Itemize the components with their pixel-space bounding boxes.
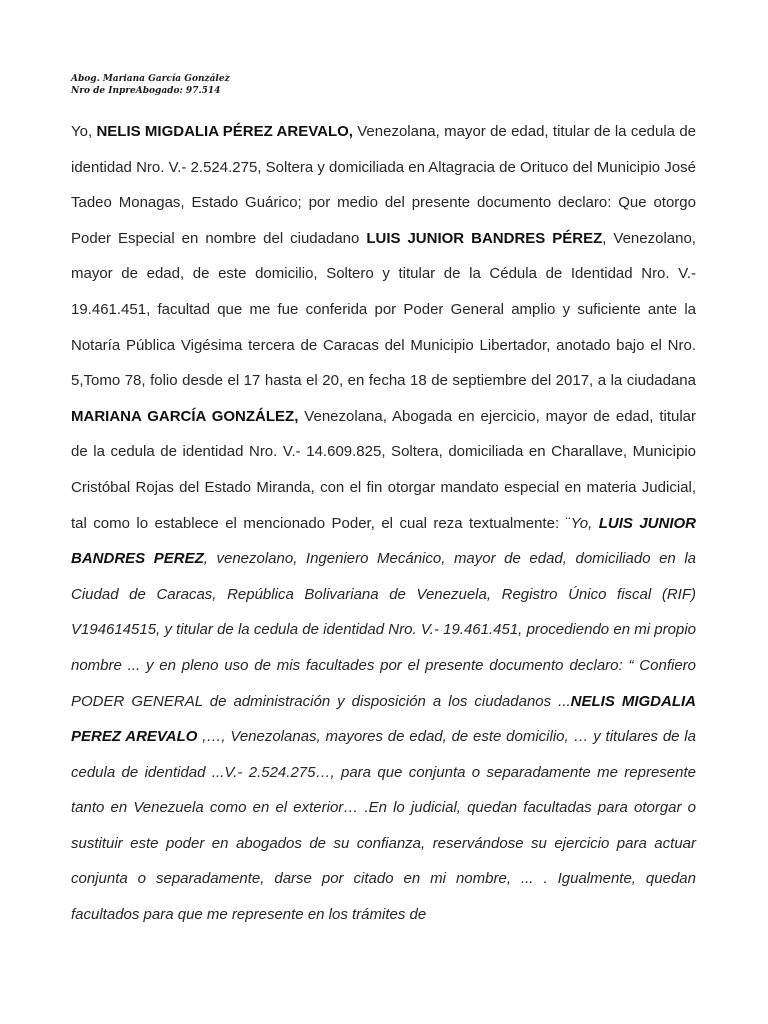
quoted-grantee-name: NELIS MIGDALIA PEREZ AREVALO xyxy=(71,692,696,746)
text-span: Yo, xyxy=(71,123,97,140)
grantee-name: LUIS JUNIOR BANDRES PÉREZ xyxy=(366,229,603,247)
text-span: Yo, xyxy=(570,514,599,532)
quoted-text xyxy=(71,515,696,924)
document-body xyxy=(71,114,696,933)
text-span: Venezolana, Abogada en ejercicio, mayor de edad, titular de la cedula de identidad Nro. V.- 14.609.825, Soltera, domiciliada en Charallave, Municipio Cristóbal Rojas del Estado Miranda, con el fin otorgar mandato especial en materia Judicial, tal como lo establece el mencionado Poder, el cual reza textualmente: ¨ xyxy=(71,407,697,532)
inpreabogado-number: Nro de InpreAbogado: 97.514 xyxy=(71,86,221,96)
document-header xyxy=(71,73,230,97)
attorney-name-bold: MARIANA GARCÍA GONZÁLEZ, xyxy=(71,407,299,425)
quoted-grantor-name: LUIS JUNIOR BANDRES PEREZ xyxy=(71,514,696,568)
text-span: ,…, Venezolanas, mayores de edad, de este domicilio, … y titulares de la cedula de identidad ...V.- 2.524.275…, para que conjunta o separadamente me represente tanto en Venezuela como en el exterior… .En lo judicial, quedan facultadas para otorgar o sustituir este poder en abogados de su confianza, reservándose su ejercicio para actuar conjunta o separadamente, darse por citado en mi nombre, ... . Igualmente, quedan facultados para que me represente en los trámites de xyxy=(71,728,696,924)
text-span: , Venezolano, mayor de edad, de este domicilio, Soltero y titular de la Cédula de Identidad Nro. V.- 19.461.451, facultad que me fue conferida por Poder General amplio y suficiente ante la Notaría Pública Vigésima tercera de Caracas del Municipio Libertador, anotado bajo el Nro. 5,Tomo 78, folio desde el 17 hasta el 20, en fecha 18 de septiembre del 2017, a la ciudadana xyxy=(71,229,696,390)
text-span: Venezolana, mayor de edad, titular de la cedula de identidad Nro. V.- 2.524.275, Soltera y domiciliada en Altagracia de Orituco del Municipio José Tadeo Monagas, Estado Guárico; por medio del presente documento declaro: Que otorgo Poder Especial en nombre del ciudadano xyxy=(71,123,697,247)
grantor-name: NELIS MIGDALIA PÉREZ AREVALO, xyxy=(96,123,353,140)
attorney-name: Abog. Mariana García González xyxy=(71,74,230,84)
text-span: , venezolano, Ingeniero Mecánico, mayor de edad, domiciliado en la Ciudad de Caracas, República Bolivariana de Venezuela, Registro Único fiscal (RIF) V194614515, y titular de la cedula de identidad Nro. V.- 19.461.451, procediendo en mi propio nombre ... y en pleno uso de mis facultades por el presente documento declaro: “ Confiero PODER GENERAL de administración y disposición a los ciudadanos ... xyxy=(71,550,696,710)
